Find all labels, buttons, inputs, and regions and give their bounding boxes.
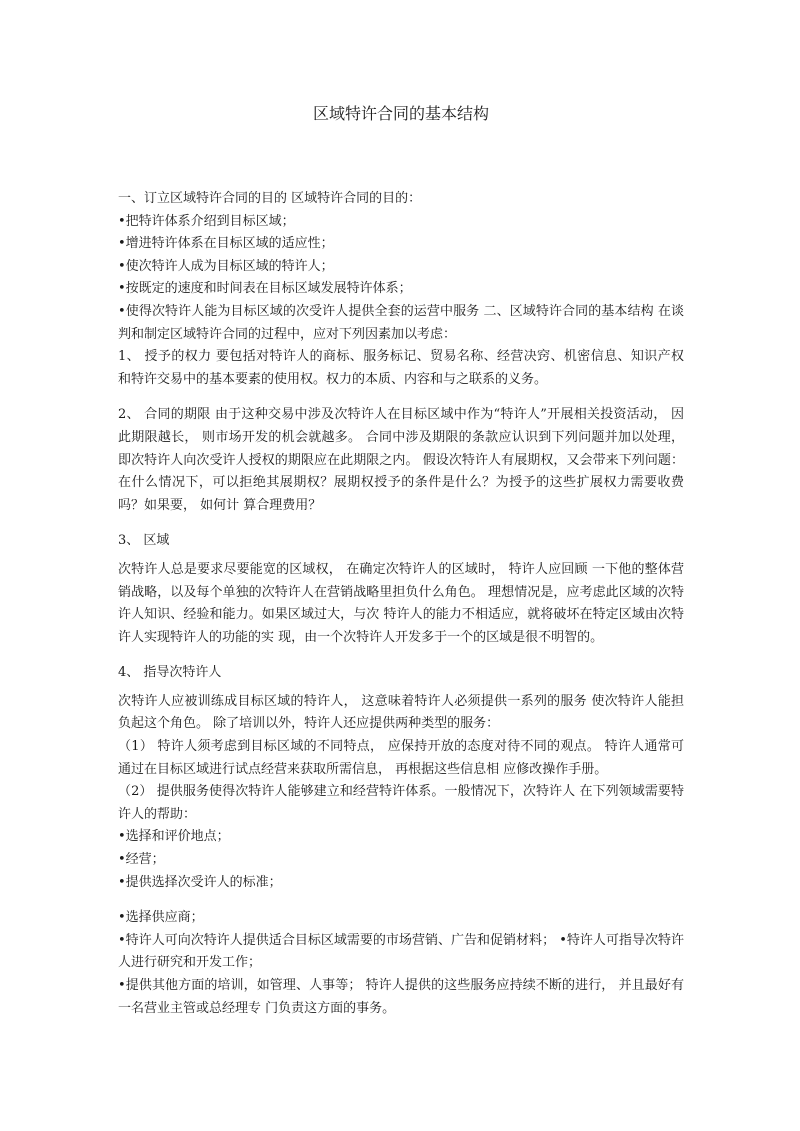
bullet-item: •使次特许人成为目标区域的特许人；	[118, 258, 334, 274]
bullet-item: •使得次特许人能为目标区域的次受许人提供全套的运营中服务 二、区域特许合同的基本结构 在谈判和制定区域特许合同的过程中，应对下列因素加以考虑：	[118, 303, 684, 342]
paragraph-contract-term: 2、 合同的期限 由于这种交易中涉及次特许人在目标区域中作为“特许人”开展相关投资活动， 因此期限越长， 则市场开发的机会就越多。 合同中涉及期限的条款应认识到下列问题并加以处理，即次特许人向次受许人授权的期限应在此期限之内。 假设次特许人有展期权，又会带来下列问题：在什么情况下，可以拒绝其展期权？展期权授予的条件是什么？为授予的这些扩展权力需要收费吗？如果要， 如何计 算合理费用？	[118, 407, 684, 513]
bullet-item: •提供其他方面的培训，如管理、人事等； 特许人提供的这些服务应持续不断的进行， 并且最好有一名营业主管或总经理专 门负责这方面的事务。	[118, 978, 684, 1016]
bullet-item: •选择供应商；	[118, 910, 204, 926]
bullet-item: •特许人可向次特许人提供适合目标区域需要的市场营销、广告和促销材料； •特许人可指导次特许人进行研究和开发工作；	[118, 932, 684, 971]
paragraph-region: 次特许人总是要求尽要能宽的区域权， 在确定次特许人的区域时， 特许人应回顾 一下他的整体营销战略，以及每个单独的次特许人在营销战略里担负什么角色。 理想情况是，应考虑此区域的次特许人知识、经验和能力。如果区域过大，与次 特许人的能力不相适应，就将破坏在特定区域由次特许人实现特许人的功能的实 现，由一个次特许人开发多于一个的区域是很不明智的。	[118, 561, 684, 645]
paragraph-guidance: 次特许人应被训练成目标区域的特许人， 这意味着特许人必须提供一系列的服务 使次特许人能担负起这个角色。 除了培训以外，特许人还应提供两种类型的服务：	[118, 693, 684, 732]
bullet-item: •经营；	[118, 852, 165, 868]
paragraph-service-2: （2） 提供服务使得次特许人能够建立和经营特许体系。一般情况下，次特许人 在下列领域需要特许人的帮助：	[118, 784, 684, 822]
section-1-heading: 一、订立区域特许合同的目的 区域特许合同的目的：	[118, 191, 422, 206]
paragraph-granted-rights: 1、 授予的权力 要包括对特许人的商标、服务标记、贸易名称、经营决窍、机密信息、知识产权 和特许交易中的基本要素的使用权。权力的本质、内容和与之联系的义务。	[118, 349, 684, 387]
bullet-item: •提供选择次受许人的标准；	[118, 874, 282, 890]
heading-region: 3、 区域	[118, 533, 170, 549]
bullet-item: •按既定的速度和时间表在目标区域发展特许体系；	[118, 281, 412, 297]
heading-guidance: 4、 指导次特许人	[118, 665, 222, 681]
paragraph-service-1: （1） 特许人须考虑到目标区域的不同特点， 应保持开放的态度对待不同的观点。 特许人通常可通过在目标区域进行试点经营来获取所需信息， 再根据这些信息相 应修改操作手册。	[118, 739, 684, 777]
bullet-item: •把特许体系介绍到目标区域；	[118, 213, 295, 229]
document-title: 区域特许合同的基本结构	[312, 104, 489, 123]
document-body	[118, 188, 684, 1020]
bullet-item: •增进特许体系在目标区域的适应性；	[118, 236, 334, 252]
bullet-item: •选择和评价地点；	[118, 829, 230, 845]
